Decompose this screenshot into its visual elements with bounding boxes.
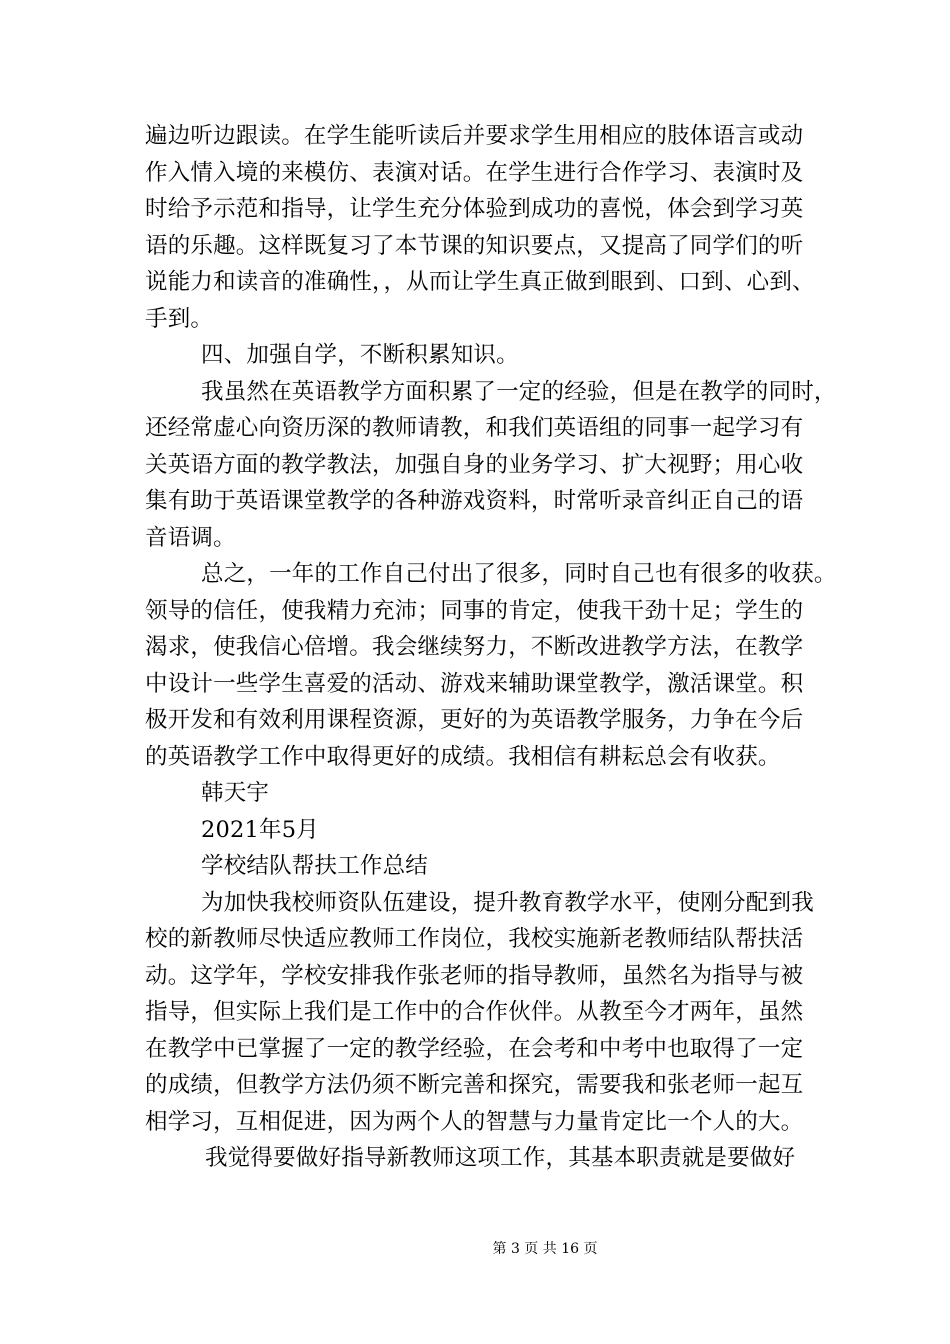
text-line: 语的乐趣。这样既复习了本节课的知识要点，又提高了同学们的听 [145, 232, 804, 259]
text-line: 关英语方面的教学教法，加强自身的业务学习、扩大视野；用心收 [145, 451, 804, 478]
text-line: 中设计一些学生喜爱的活动、游戏来辅助课堂教学，激活课堂。积 [145, 670, 804, 697]
document-date: 2021年5月 [201, 816, 319, 843]
text-line: 校的新教师尽快适应教师工作岗位，我校实施新老教师结队帮扶活 [145, 926, 804, 952]
text-line: 手到。 [145, 305, 214, 332]
text-line: 作入情入境的来模仿、表演对话。在学生进行合作学习、表演时及 [145, 159, 804, 186]
text-line: 极开发和有效利用课程资源，更好的为英语教学服务，力争在今后 [145, 707, 804, 733]
text-line: 还经常虚心向资历深的教师请教，和我们英语组的同事一起学习有 [145, 415, 804, 441]
text-line: 说能力和读音的准确性，，从而让学生真正做到眼到、口到、心到、 [145, 269, 815, 295]
paragraph-start-line: 总之，一年的工作自己付出了很多，同时自己也有很多的收获。 [201, 561, 837, 587]
text-line: 渴求，使我信心倍增。我会继续努力，不断改进教学方法，在教学 [145, 634, 804, 660]
document-body [145, 118, 837, 1177]
text-line: 的成绩，但教学方法仍须不断完善和探究，需要我和张老师一起互 [145, 1072, 804, 1098]
text-line: 领导的信任，使我精力充沛；同事的肯定，使我干劲十足；学生的 [145, 597, 804, 624]
text-line: 时给予示范和指导，让学生充分体验到成功的喜悦，体会到学习英 [145, 196, 804, 222]
page-number-footer: 第 3 页 共 16 页 [492, 1241, 598, 1257]
author-name: 韩天宇 [201, 780, 270, 806]
text-line: 动。这学年，学校安排我作张老师的指导教师，虽然名为指导与被 [145, 962, 804, 989]
document-title: 学校结队帮扶工作总结 [201, 853, 429, 879]
section-heading: 四、加强自学，不断积累知识。 [201, 342, 519, 368]
text-line: 在教学中已掌握了一定的教学经验，在会考和中考中也取得了一定 [145, 1035, 804, 1062]
text-line: 相学习，互相促进，因为两个人的智慧与力量肯定比一个人的大。 [145, 1108, 804, 1135]
paragraph-start-line: 为加快我校师资队伍建设，提升教育教学水平，使刚分配到我 [201, 889, 814, 916]
text-line: 遍边听边跟读。在学生能听读后并要求学生用相应的肢体语言或动 [145, 123, 804, 149]
text-line: 集有助于英语课堂教学的各种游戏资料，时常听录音纠正自己的语 [145, 488, 804, 514]
text-line: 音语调。 [145, 524, 236, 551]
paragraph-start-line: 我虽然在英语教学方面积累了一定的经验，但是在教学的同时， [201, 378, 837, 405]
text-line: 指导，但实际上我们是工作中的合作伙伴。从教至今才两年，虽然 [145, 999, 804, 1025]
paragraph-start-line: 我觉得要做好指导新教师这项工作，其基本职责就是要做好 [205, 1145, 796, 1171]
text-line: 的英语教学工作中取得更好的成绩。我相信有耕耘总会有收获。 [145, 743, 781, 770]
